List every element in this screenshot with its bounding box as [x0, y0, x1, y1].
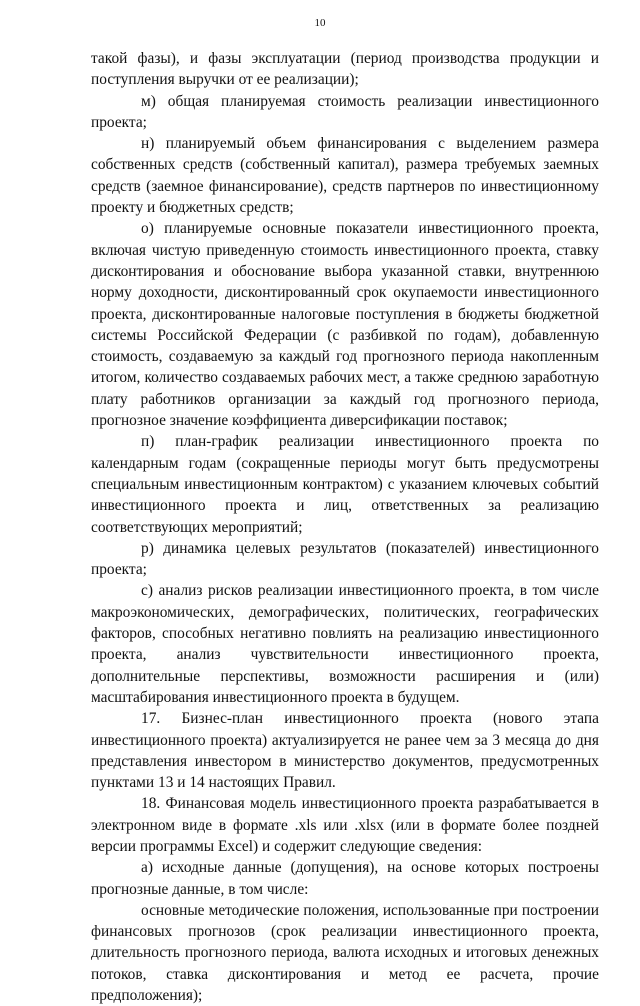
paragraph-item-o: о) планируемые основные показатели инвестиционного проекта, включая чистую приведенную стоимость инвестиционного проекта, ставку дисконтирования и обоснование выбора указанной ставки, внутреннюю норму доходности, дисконтированный срок окупаемости инвестиционного проекта, дисконтированные налоговые поступления в бюджеты бюджетной системы Российской Федерации (с разбивкой по годам), добавленную стоимость, создаваемую за каждый год прогнозного периода накопленным итогом, количество создаваемых рабочих мест, а также среднюю заработную плату работников организации за каждый год прогнозного периода, прогнозное значение коэффициента диверсификации поставок;: [91, 220, 599, 430]
paragraph-item-a: а) исходные данные (допущения), на основе которых построены прогнозные данные, в том числе:: [91, 859, 599, 898]
document-body: [91, 48, 599, 1006]
paragraph-continuation: такой фазы), и фазы эксплуатации (период производства продукции и поступления выручки от ее реализации);: [91, 50, 599, 89]
paragraph-item-s: с) анализ рисков реализации инвестиционного проекта, в том числе макроэкономических, демографических, политических, географических факторов, способных негативно повлиять на реализацию инвестиционного проекта, анализ чувствительности инвестиционного проекта, дополнительные перспективы, возможности расширения и (или) масштабирования инвестиционного проекта в будущем.: [91, 582, 599, 706]
page-number: 10: [314, 17, 326, 29]
paragraph-item-r: р) динамика целевых результатов (показателей) инвестиционного проекта;: [91, 539, 599, 579]
paragraph-item-n: н) планируемый объем финансирования с выделением размера собственных средств (собственный капитал), размера требуемых заемных средств (заемное финансирование), средств партнеров по инвестиционному проекту и бюджетных средств;: [91, 135, 599, 217]
paragraph-methodology: основные методические положения, использованные при построении финансовых прогнозов (срок реализации инвестиционного проекта, длительность прогнозного периода, валюта исходных и итоговых денежных потоков, ставка дисконтирования и метод ее расчета, прочие предположения);: [91, 901, 599, 1005]
paragraph-item-m: м) общая планируемая стоимость реализации инвестиционного проекта;: [91, 92, 599, 131]
paragraph-clause-18: 18. Финансовая модель инвестиционного проекта разрабатывается в электронном виде в формате .xls или .xlsx (или в формате более поздней версии программы Excel) и содержит следующие сведения:: [91, 795, 599, 855]
paragraph-clause-17: 17. Бизнес-план инвестиционного проекта (нового этапа инвестиционного проекта) актуализируется не ранее чем за 3 месяца до дня представления инвестором в министерство документов, предусмотренных пунктами 13 и 14 настоящих Правил.: [91, 710, 599, 792]
paragraph-item-p: п) план-график реализации инвестиционного проекта по календарным годам (сокращенные периоды могут быть предусмотрены специальным инвестиционным контрактом) с указанием ключевых событий инвестиционного проекта и лиц, ответственных за реализацию соответствующих мероприятий;: [91, 433, 599, 536]
